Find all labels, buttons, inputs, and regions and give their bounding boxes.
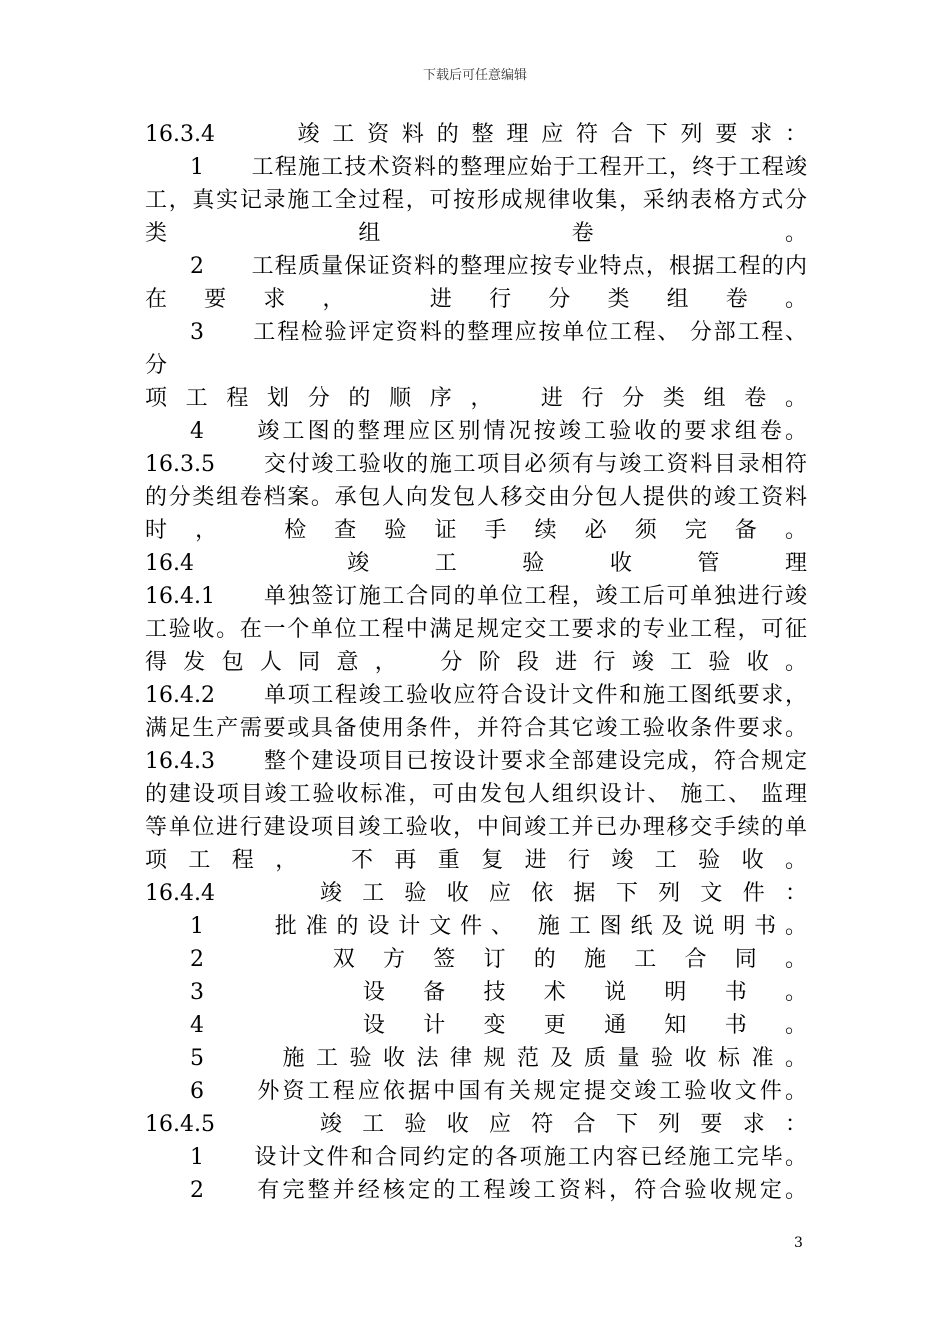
text-line: 工验收。在一个单位工程中满足规定交工要求的专业工程，可征 xyxy=(145,617,807,642)
text-line: 3 设备技术说明书。 xyxy=(190,980,807,1005)
text-line: 16.4.1 单独签订施工合同的单位工程，竣工后可单独进行竣 xyxy=(145,584,807,609)
text-line: 等单位进行建设项目竣工验收，中间竣工并已办理移交手续的单 xyxy=(145,815,807,840)
text-line: 的建设项目竣工验收标准，可由发包人组织设计、 施工、 监理 xyxy=(145,782,807,807)
text-line: 4 设计变更通知书。 xyxy=(190,1013,807,1038)
text-line: 16.4.2 单项工程竣工验收应符合设计文件和施工图纸要求， xyxy=(145,683,807,708)
text-line: 16.4.4 竣工验收应依据下列文件： xyxy=(145,881,807,906)
page-number: 3 xyxy=(794,1235,803,1251)
text-line: 时， 检查验证手续必须完备。 xyxy=(145,518,807,543)
text-line: 满足生产需要或具备使用条件，并符合其它竣工验收条件要求。 xyxy=(145,716,807,741)
text-line: 16.4 竣工验收管理 xyxy=(145,551,807,576)
text-line: 工，真实记录施工全过程，可按形成规律收集，采纳表格方式分 xyxy=(145,188,807,213)
text-line: 1 批准的设计文件、 施工图纸及说明书。 xyxy=(190,914,807,939)
text-line: 2 有完整并经核定的工程竣工资料，符合验收规定。 xyxy=(190,1178,807,1203)
text-line: 1 工程施工技术资料的整理应始于工程开工，终于工程竣 xyxy=(190,155,807,180)
text-line: 16.3.4 竣工资料的整理应符合下列要求： xyxy=(145,122,807,147)
document-body xyxy=(145,118,807,1207)
text-line: 2 双方签订的施工合同。 xyxy=(190,947,807,972)
text-line: 16.4.3 整个建设项目已按设计要求全部建设完成，符合规定 xyxy=(145,749,807,774)
text-line: 类 组 卷 。 xyxy=(145,221,807,246)
text-line: 分 xyxy=(145,353,168,378)
text-line: 4 竣工图的整理应区别情况按竣工验收的要求组卷。 xyxy=(190,419,807,444)
text-line: 2 工程质量保证资料的整理应按专业特点，根据工程的内 xyxy=(190,254,807,279)
text-line: 项工程划分的顺序， 进行分类组卷。 xyxy=(145,386,807,411)
page-header: 下载后可任意编辑 xyxy=(422,68,527,83)
text-line: 的分类组卷档案。承包人向发包人移交由分包人提供的竣工资料 xyxy=(145,485,807,510)
text-line: 项工程， 不再重复进行竣工验收。 xyxy=(145,848,807,873)
text-line: 16.4.5 竣工验收应符合下列要求： xyxy=(145,1112,807,1137)
text-line: 6 外资工程应依据中国有关规定提交竣工验收文件。 xyxy=(190,1079,807,1104)
text-line: 3 工程检验评定资料的整理应按单位工程、 分部工程、 xyxy=(190,320,807,345)
text-line: 1 设计文件和合同约定的各项施工内容已经施工完毕。 xyxy=(190,1145,807,1170)
text-line: 得发包人同意， 分阶段进行竣工验收。 xyxy=(145,650,807,675)
text-line: 16.3.5 交付竣工验收的施工项目必须有与竣工资料目录相符 xyxy=(145,452,807,477)
text-line: 5 施工验收法律规范及质量验收标准。 xyxy=(190,1046,807,1071)
text-line: 在要求， 进行分类组卷。 xyxy=(145,287,807,312)
